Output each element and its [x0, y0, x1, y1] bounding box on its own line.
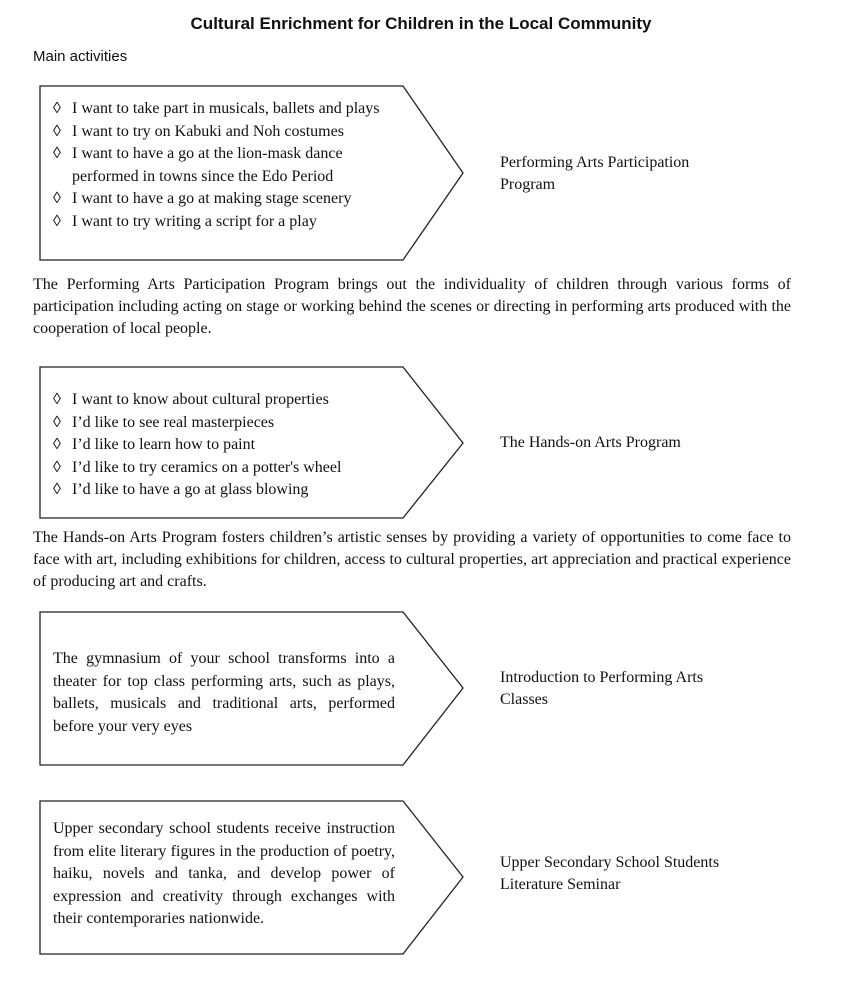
diamond-bullet-icon: ◊: [53, 190, 61, 207]
program-2-label: The Hands-on Arts Program: [500, 434, 681, 451]
program-4-label: Upper Secondary School Students Literature Seminar: [500, 854, 720, 893]
list-item: ◊ I’d like to try ceramics on a potter's wheel: [53, 457, 403, 480]
diamond-bullet-icon: ◊: [53, 436, 61, 453]
list-item: ◊ I want to know about cultural properties: [53, 389, 403, 412]
list-item: ◊ I want to have a go at making stage scenery: [53, 188, 398, 211]
program-1-label: Performing Arts Participation Program: [500, 154, 690, 193]
diamond-bullet-icon: ◊: [53, 413, 61, 431]
program-3-label: Introduction to Performing Arts Classes: [500, 669, 704, 708]
program-1-description: The Performing Arts Participation Program brings out the individuality of children through various forms of participation including acting on stage or working behind the scenes or directing in performing arts produced with the cooperation of local people.: [33, 276, 791, 337]
program-2-items: [53, 389, 403, 502]
diamond-bullet-icon: ◊: [53, 145, 61, 162]
list-item: ◊ I’d like to learn how to paint: [53, 434, 403, 457]
page-title: Cultural Enrichment for Children in the Local Community: [190, 14, 652, 33]
diamond-bullet-icon: ◊: [53, 212, 61, 230]
diamond-bullet-icon: ◊: [53, 122, 61, 140]
program-2-description: The Hands-on Arts Program fosters children’s artistic senses by providing a variety of opportunities to come face to face with art, including exhibitions for children, access to cultural properties, art appreciation and practical experience of producing art and crafts.: [33, 529, 791, 590]
diamond-bullet-icon: ◊: [53, 391, 61, 408]
program-1-items: [53, 98, 398, 233]
list-item: ◊ I’d like to have a go at glass blowing: [53, 479, 403, 502]
program-4-text: Upper secondary school students receive instruction from elite literary figures in the production of poetry, haiku, novels and tanka, and develop power of expression and creativity through exchanges with their contemporaries nationwide.: [53, 820, 395, 927]
section-subtitle: Main activities: [33, 48, 128, 65]
list-item: ◊ I’d like to see real masterpieces: [53, 412, 403, 435]
list-item: ◊ I want to try writing a script for a play: [53, 211, 398, 234]
diamond-bullet-icon: ◊: [53, 100, 61, 117]
list-item: ◊ I want to have a go at the lion-mask dance performed in towns since the Edo Period: [53, 145, 343, 185]
diamond-bullet-icon: ◊: [53, 458, 61, 476]
diamond-bullet-icon: ◊: [53, 481, 61, 498]
program-3-text: The gymnasium of your school transforms into a theater for top class performing arts, such as plays, ballets, musicals and traditional arts, performed before your very eyes: [53, 650, 395, 735]
list-item: ◊ I want to try on Kabuki and Noh costumes: [53, 121, 398, 144]
list-item: ◊ I want to take part in musicals, ballets and plays: [53, 98, 398, 121]
